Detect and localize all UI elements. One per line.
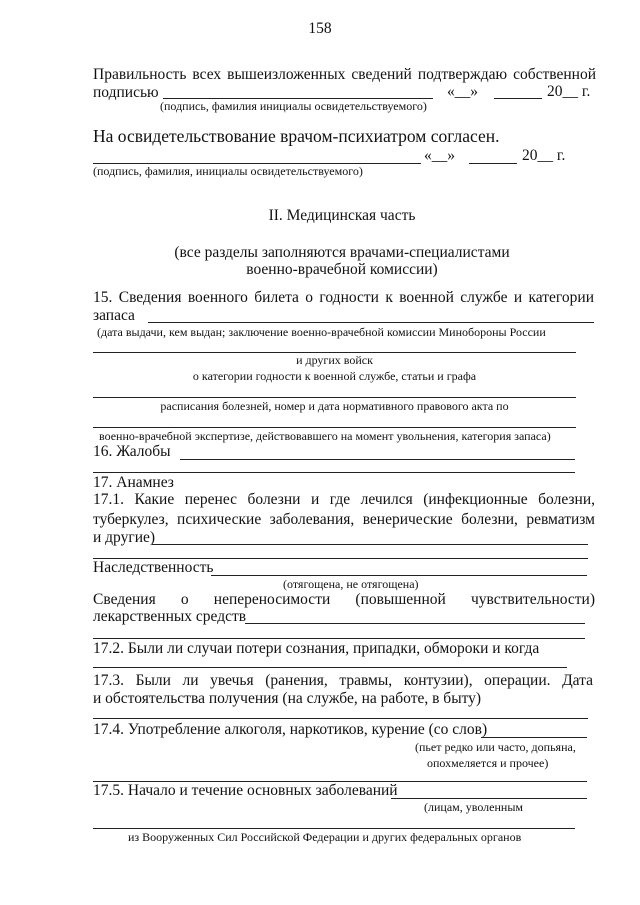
item16-field-line1[interactable] (180, 459, 575, 460)
confirm-month-line[interactable] (494, 98, 542, 99)
item17-1-field-line1[interactable] (152, 544, 588, 545)
item15-caption4: расписания болезней, номер и дата нормативного правового акта по (160, 399, 509, 413)
confirm-line1: Правильность всех вышеизложенных сведений подтверждаю собственной (93, 66, 596, 83)
intolerance-field-line1[interactable] (245, 623, 585, 624)
consent-text: На освидетельствование врачом-психиатром согласен. (93, 126, 500, 146)
item17-title: 17. Анамнез (93, 474, 174, 491)
consent-day-field[interactable]: «__» (424, 147, 455, 164)
heredity-field-line[interactable] (211, 575, 587, 576)
item15-field-line3[interactable] (93, 397, 576, 398)
heredity-label: Наследственность (93, 559, 214, 576)
item17-5-field-line1[interactable] (391, 798, 587, 799)
item17-4-text: 17.4. Употребление алкоголя, наркотиков, курение (со слов) (93, 721, 488, 738)
intolerance-line2: лекарственных средств (93, 608, 247, 625)
item17-5-caption2: из Вооруженных Сил Российской Федерации и других федеральных органов (128, 830, 522, 844)
item17-3-line2: и обстоятельства получения (на службе, на работе, в быту) (93, 690, 482, 707)
item17-2-field-line[interactable] (93, 667, 567, 668)
item17-4-field-line1[interactable] (481, 737, 587, 738)
confirm-day-field[interactable]: «__» (447, 83, 478, 100)
intolerance-field-line2[interactable] (93, 638, 585, 639)
item15-caption1: (дата выдачи, кем выдан; заключение военно-врачебной комиссии Минобороны России (97, 325, 546, 339)
item16-label: 16. Жалобы (93, 443, 171, 460)
item17-4-caption2: опохмеляется и прочее) (427, 756, 549, 770)
item15-field-line1[interactable] (148, 322, 594, 323)
item17-5-text: 17.5. Начало и течение основных заболеваний (93, 782, 398, 799)
item17-1-line3: и другие) (93, 529, 156, 546)
consent-month-line[interactable] (469, 163, 517, 164)
confirm-caption: (подпись, фамилия инициалы освидетельствуемого) (160, 99, 427, 113)
item15-caption5: военно-врачебной экспертизе, действовавшего на момент увольнения, категория запаса) (99, 429, 551, 443)
heredity-caption: (отягощена, не отягощена) (283, 577, 419, 591)
consent-year: 20__ г. (522, 147, 566, 164)
item15-caption2: и других войск (296, 353, 373, 367)
item15-line2: запаса (93, 307, 135, 324)
confirm-signature-label: подписью (93, 84, 159, 101)
item17-4-caption1: (пьет редко или часто, допьяна, (415, 740, 576, 754)
item16-field-line2[interactable] (93, 472, 575, 473)
consent-caption: (подпись, фамилия, инициалы освидетельствуемого) (93, 164, 363, 178)
page-number: 158 (308, 20, 332, 37)
section-note-line1: (все разделы заполняются врачами-специалистами (174, 244, 510, 261)
item17-3-field-line[interactable] (93, 718, 588, 719)
item17-2-text: 17.2. Были ли случаи потери сознания, припадки, обмороки и когда (93, 640, 540, 657)
item17-3-line1: 17.3. Были ли увечья (ранения, травмы, контузии), операции. Дата (93, 672, 593, 689)
item15-field-line4[interactable] (93, 427, 576, 428)
confirm-year: 20__ г. (547, 83, 591, 100)
item17-1-line1: 17.1. Какие перенес болезни и где лечился (инфекционные болезни, (93, 491, 595, 508)
item17-5-field-line2[interactable] (93, 828, 575, 829)
item15-caption3: о категории годности к военной службе, статьи и графа (192, 369, 477, 383)
intolerance-line1: Сведения о непереносимости (повышенной чувствительности) (93, 591, 595, 608)
item15-line1: 15. Сведения военного билета о годности к военной службе и категории (93, 289, 594, 306)
item17-5-caption1: (лицам, уволенным (424, 800, 523, 814)
section-note-line2: военно-врачебной комиссии) (246, 261, 438, 278)
section-title: II. Медицинская часть (268, 207, 416, 224)
item17-1-line2: туберкулез, психические заболевания, венерические болезни, ревматизм (93, 511, 595, 528)
